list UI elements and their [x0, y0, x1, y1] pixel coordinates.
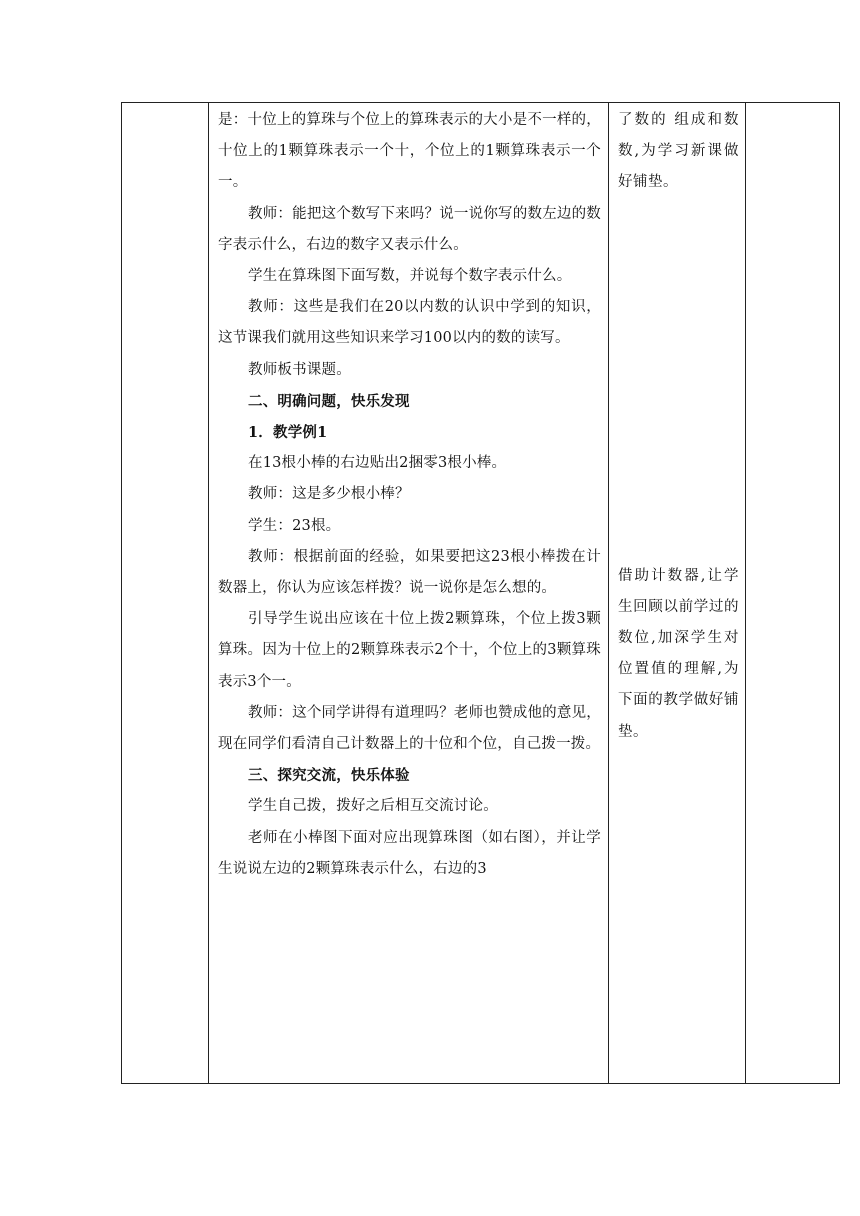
paragraph: 教师：这个同学讲得有道理吗？老师也赞成他的意见，现在同学们看清自己计数器上的十位和个位，自己拨一拨。	[218, 704, 601, 753]
paragraph: 是：十位上的算珠与个位上的算珠表示的大小是不一样的，十位上的1颗算珠表示一个十，个位上的1颗算珠表示一个一。	[218, 112, 601, 191]
paragraph: 教师：这些是我们在20以内数的认识中学到的知识，这节课我们就用这些知识来学习100以内的数的读写。	[218, 299, 601, 347]
lesson-plan-table	[121, 102, 840, 1084]
paragraph: 教师：这是多少根小棒？	[248, 486, 410, 503]
teaching-process-text	[209, 103, 608, 885]
design-intent-cell	[609, 103, 746, 1084]
subsection-heading: 1．教学例1	[248, 424, 328, 442]
paragraph: 老师在小棒图下面对应出现算珠图（如右图），并让学生说说左边的2颗算珠表示什么，右边的3	[218, 829, 601, 877]
design-note: 借助计数器,让学生回顾以前学过的数位,加深学生对位置值的理解,为下面的教学做好铺垫。	[618, 567, 739, 740]
paragraph: 学生在算珠图下面写数，并说每个数字表示什么。	[248, 268, 572, 285]
section-heading: 二、明确问题，快乐发现	[248, 392, 410, 410]
design-note: 了数的 组成和数数,为学习新课做好铺垫。	[618, 112, 739, 191]
paragraph: 在13根小棒的右边贴出2捆零3根小棒。	[248, 455, 507, 472]
paragraph: 教师：根据前面的经验，如果要把这23根小棒拨在计数器上，你认为应该怎样拨？说一说你是怎么想的。	[218, 548, 601, 597]
teaching-process-cell	[209, 103, 609, 1084]
paragraph: 引导学生说出应该在十位上拨2颗算珠，个位上拨3颗算珠。因为十位上的2颗算珠表示2个十，个位上的3颗算珠表示3个一。	[218, 611, 601, 690]
section-heading: 三、探究交流，快乐体验	[248, 767, 410, 785]
remarks-cell	[746, 103, 840, 1084]
stage-cell	[122, 103, 209, 1084]
paragraph: 学生自己拨，拨好之后相互交流讨论。	[248, 798, 498, 815]
table-row	[122, 103, 840, 1084]
paragraph: 教师：能把这个数写下来吗？说一说你写的数左边的数字表示什么，右边的数字又表示什么。	[218, 205, 601, 253]
paragraph: 学生：23根。	[248, 517, 341, 534]
design-intent-text	[609, 103, 745, 748]
paragraph: 教师板书课题。	[248, 361, 351, 378]
